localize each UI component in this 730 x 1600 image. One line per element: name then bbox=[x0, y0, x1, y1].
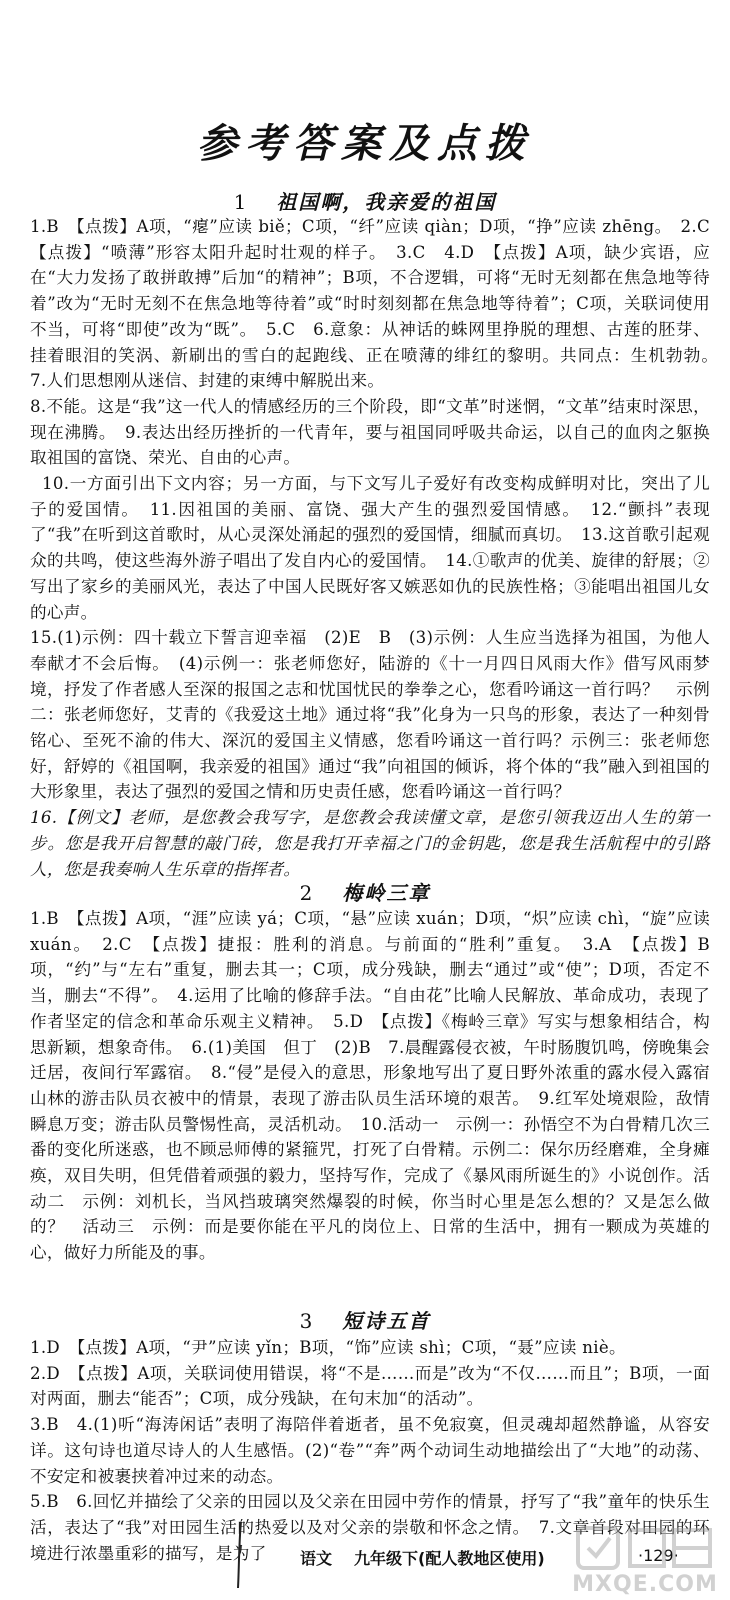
section-heading-2 bbox=[0, 877, 730, 906]
answer-site-logo-icon bbox=[560, 1520, 730, 1575]
answer-paragraph: 10.一方面引出下文内容；另一方面，与下文写儿子爱好有改变构成鲜明对比，突出了儿子的爱国情。 11.因祖国的美丽、富饶、强大产生的强烈爱国情感。 12.“颤抖”表现了“我”在听到这首歌时，从心灵深处涌起的强烈的爱国情，细腻而真切。 13.这首歌引起观众的共鸣，使这些海外游子唱出了发自内心的爱国情。 14.①歌声的优美、旋律的舒展；②写出了家乡的美丽风光，表达了中国人民既好客又嫉恶如仇的民族性格；③能唱出祖国儿女的心声。 bbox=[30, 474, 710, 622]
section-name: 梅岭三章 bbox=[342, 881, 431, 905]
answer-paragraph: 15.(1)示例：四十载立下誓言迎幸福 (2)E B (3)示例：人生应当选择为祖国，为他人奉献才不会后悔。 (4)示例一：张老师您好，陆游的《十一月四日风雨大作》借写风雨梦境，抒发了作者感人至深的报国之志和忧国忧民的拳拳之心，您看吟诵这一首行吗？ 示例二：张老师您好，艾青的《我爱这土地》通过将“我”化身为一只鸟的形象，表达了一种刻骨铭心、至死不渝的伟大、深沉的爱国主义情感，您看吟诵这一首行吗？示例三：张老师您好，舒婷的《祖国啊，我亲爱的祖国》通过“我”向祖国的倾诉，将个体的“我”融入到祖国的大形象里，表达了强烈的爱国之情和历史责任感，您看吟诵这一首行吗？ bbox=[30, 628, 710, 802]
section-2-answers bbox=[30, 906, 710, 1266]
section-1-answers bbox=[30, 214, 727, 882]
page-title: 参考答案及点拨 bbox=[197, 120, 533, 167]
answer-paragraph: 5.B 6.回忆并描绘了父亲的田园以及父亲在田园中劳作的情景，抒写了“我”童年的快乐生活，表达了“我”对田园生活的热爱以及对父亲的崇敬和怀念之情。 7.文章首段对田园的环境进行浓墨重彩的描写，是为了 bbox=[30, 1492, 710, 1563]
watermark-text: MXQE.COM bbox=[572, 1572, 718, 1597]
page-number: ·129· bbox=[638, 1546, 679, 1565]
answer-paragraph: 1.D 【点拨】A项，“尹”应读 yǐn；B项，“饰”应读 shì；C项，“聂”应读 niè。 bbox=[30, 1338, 626, 1357]
section-number: 1 bbox=[233, 190, 247, 214]
answer-paragraph: 1.B 【点拨】A项，“瘪”应读 biě；C项，“纤”应读 qiàn；D项，“挣”应读 zhēng。 2.C 【点拨】“喷薄”形容太阳升起时壮观的样子。 3.C 4.D 【点拨】A项，缺少宾语，应在“大力发扬了敢拼敢搏”后加“的精神”；B项，不合逻辑，可将“无时无刻都在焦急地等待着”改为“无时无刻不在焦急地等待着”或“时时刻刻都在焦急地等待着”；C项，关联词使用不当，可将“即使”改为“既”。 5.C 6.意象：从神话的蛛网里挣脱的理想、古莲的胚芽、挂着眼泪的笑涡、新刷出的雪白的起跑线、正在喷薄的绯红的黎明。共同点：生机勃勃。 7.人们思想刚从迷信、封建的束缚中解脱出来。 bbox=[30, 217, 727, 391]
answer-paragraph: 3.B 4.(1)听“海涛闲话”表明了海陪伴着逝者，虽不免寂寞，但灵魂却超然静谧，从容安详。这句诗也道尽诗人的人生感悟。(2)“卷”“奔”两个动词生动地描绘出了“大地”的动荡、不安定和被裹挟着冲过来的动态。 bbox=[30, 1415, 710, 1486]
section-name: 短诗五首 bbox=[342, 1309, 431, 1333]
footer-grade: 九年级下(配人教地区使用) bbox=[354, 1549, 545, 1568]
footer-subject: 语文 bbox=[300, 1549, 333, 1568]
answer-paragraph: 1.B 【点拨】A项，“涯”应读 yá；C项，“悬”应读 xuán；D项，“炽”应读 chì，“旋”应读 xuán。 2.C 【点拨】捷报：胜利的消息。与前面的“胜利”重复。 3.A 【点拨】B项，“约”与“左右”重复，删去其一；C项，成分残缺，删去“通过”或“使”；D项，否定不当，删去“不得”。 4.运用了比喻的修辞手法。“自由花”比喻人民解放、革命成功，表现了作者坚定的信念和革命乐观主义精神。 5.D 【点拨】《梅岭三章》写实与想象相结合，构思新颖，想象奇伟。 6.(1)美国 但丁 (2)B 7.晨醒露侵衣被，午时肠腹饥鸣，傍晚集会迁居，夜间行军露宿。 8.“侵”是侵入的意思，形象地写出了夏日野外浓重的露水侵入露宿山林的游击队员衣被中的情景，表现了游击队员生活环境的艰苦。 9.红军处境艰险，敌情瞬息万变；游击队员警惕性高，灵活机动。 10.活动一 示例一：孙悟空不为白骨精几次三番的变化所迷惑，也不顾忌师傅的紧箍咒，打死了白骨精。示例二：保尔历经磨难，全身瘫痪，双目失明，但凭借着顽强的毅力，坚持写作，完成了《暴风雨所诞生的》小说创作。活动二 示例：刘机长，当风挡玻璃突然爆裂的时候，你当时心里是怎么想的？又是怎么做的？ 活动三 示例：而是要你能在平凡的岗位上、日常的生活中，拥有一颗成为英雄的心，做好力所能及的事。 bbox=[30, 909, 710, 1263]
section-number: 2 bbox=[299, 881, 313, 905]
answer-paragraph: 16.【例文】老师，是您教会我写字，是您教会我读懂文章，是您引领我迈出人生的第一步。您是我开启智慧的敲门砖，您是我打开幸福之门的金钥匙，您是我生活航程中的引路人，您是我奏响人生乐章的指挥者。 bbox=[30, 808, 710, 879]
section-name: 祖国啊，我亲爱的祖国 bbox=[276, 190, 497, 214]
watermark bbox=[560, 1520, 730, 1600]
section-heading-3 bbox=[0, 1305, 730, 1334]
answer-paragraph: 8.不能。这是“我”这一代人的情感经历的三个阶段，即“文革”时迷惘，“文革”结束时深思，现在沸腾。 9.表达出经历挫折的一代青年，要与祖国同呼吸共命运，以自己的血肉之躯换取祖国的富饶、荣光、自由的心声。 bbox=[30, 396, 710, 468]
section-number: 3 bbox=[299, 1309, 313, 1333]
section-heading-1 bbox=[0, 186, 730, 215]
answer-paragraph: 2.D 【点拨】A项，关联词使用错误，将“不是……而是”改为“不仅……而且”；B项，一面对两面，删去“能否”；C项，成分残缺，在句末加“的活动”。 bbox=[30, 1363, 710, 1409]
